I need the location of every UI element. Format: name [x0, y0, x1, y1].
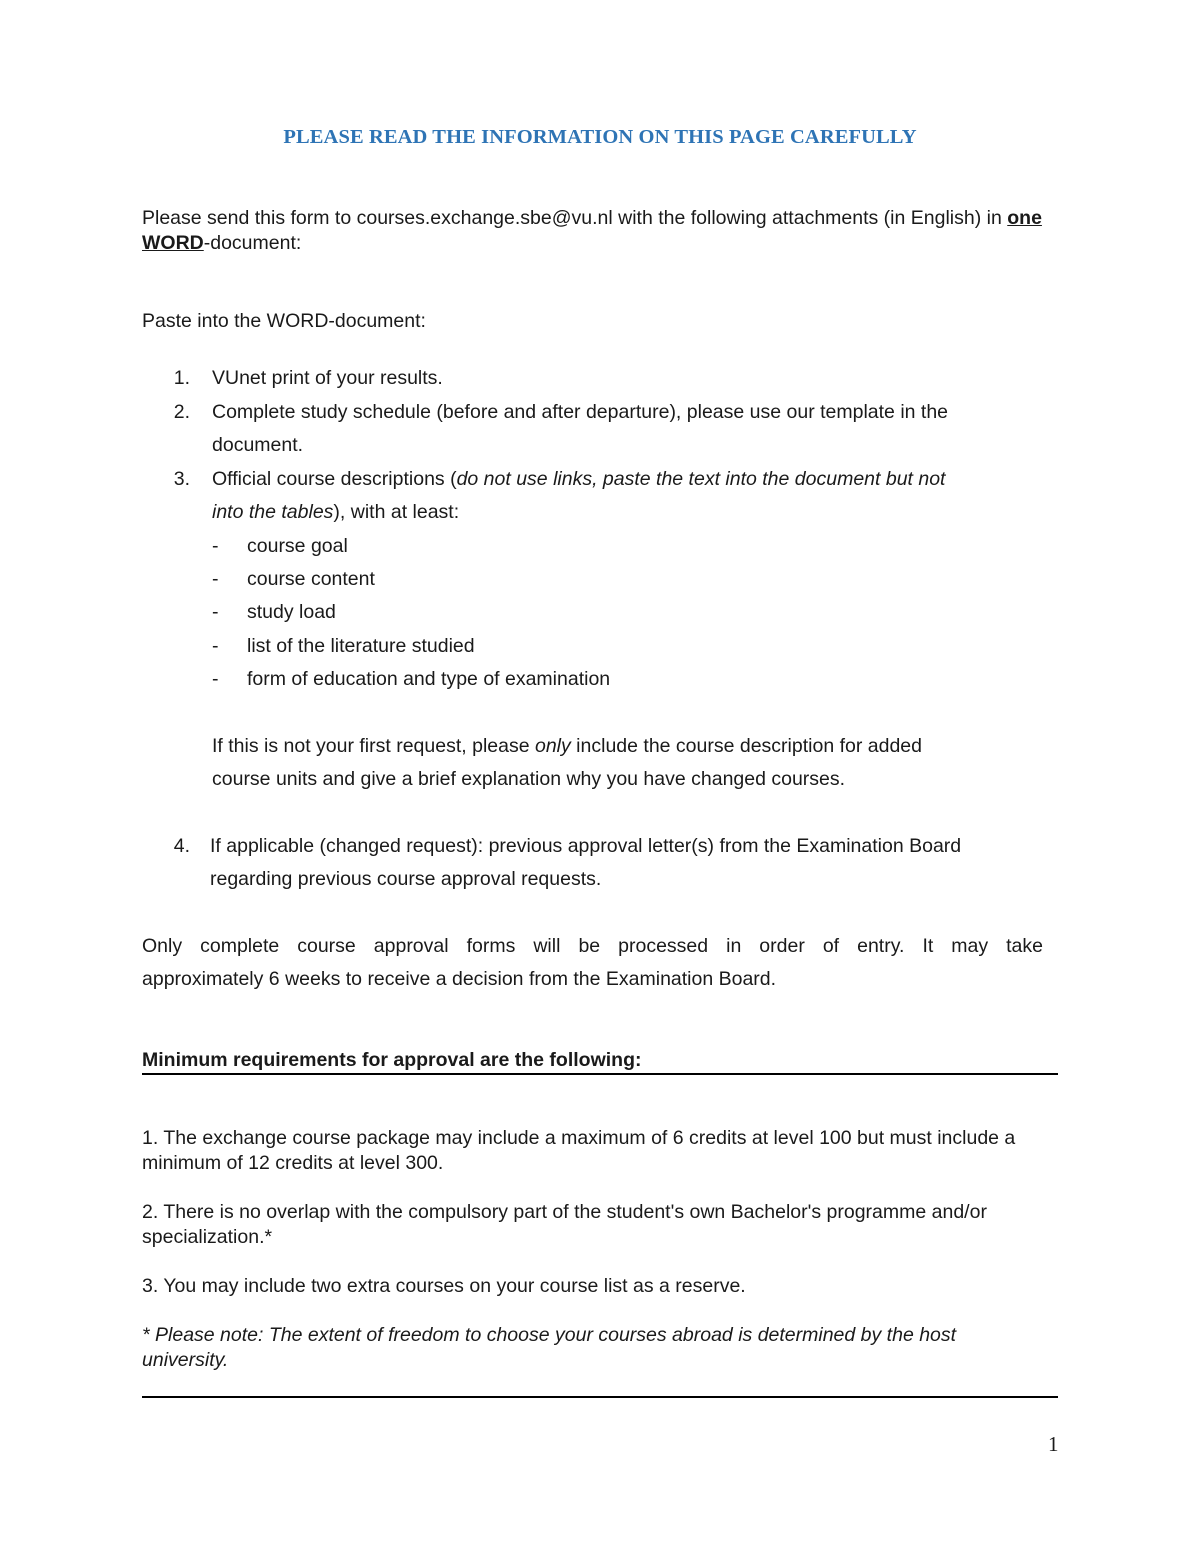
host-university-note: * Please note: The extent of freedom to choose your courses abroad is determined by the host university. — [142, 1324, 957, 1371]
bullet-dash: - — [212, 668, 219, 690]
bottom-rule — [142, 1396, 1058, 1398]
note-italic: only — [534, 735, 571, 757]
list-number-2: 2. — [173, 401, 190, 423]
list-item-3-line-2 — [212, 500, 459, 525]
bullet-dash: - — [212, 635, 219, 657]
note-text: If this is not your first request, please — [212, 735, 535, 757]
page-title: PLEASE READ THE INFORMATION ON THIS PAGE CAREFULLY — [283, 126, 917, 148]
list-item-2-line-1: Complete study schedule (before and after departure), please use our template in the — [212, 401, 949, 423]
processing-line-2: approximately 6 weeks to receive a decision from the Examination Board. — [142, 968, 777, 990]
page-number: 1 — [1048, 1432, 1059, 1456]
list-number-4: 4. — [173, 835, 190, 857]
bullet-dash: - — [212, 601, 219, 623]
list-item-4-line-2: regarding previous course approval requests. — [210, 868, 602, 890]
bullet-item: course content — [247, 568, 375, 590]
item3-text-2: ), with at least: — [333, 501, 460, 523]
requirement-1: 1. The exchange course package may include a maximum of 6 credits at level 100 but must include a minimum of 12 credits at level 300. — [142, 1127, 1016, 1174]
list-item-2-line-2: document. — [212, 434, 304, 456]
requirements-heading: Minimum requirements for approval are the following: — [142, 1049, 642, 1071]
note-text-end: include the course description for added — [570, 735, 922, 757]
item3-italic-text: do not use links, paste the text into the document but not — [456, 468, 946, 490]
heading-rule — [142, 1073, 1058, 1075]
list-item-1: VUnet print of your results. — [212, 367, 443, 389]
item3-note-line-2: course units and give a brief explanation why you have changed courses. — [212, 768, 846, 790]
bullet-item: study load — [247, 601, 336, 623]
list-number-3: 3. — [173, 468, 190, 490]
bullet-item: list of the literature studied — [247, 635, 475, 657]
intro-emphasis: one WORD — [142, 207, 1042, 254]
processing-line-1: Only complete course approval forms will be processed in order of entry. It may take — [142, 935, 1043, 957]
bullet-item: form of education and type of examination — [247, 668, 611, 690]
list-item-4-line-1: If applicable (changed request): previous approval letter(s) from the Examination Board — [210, 835, 962, 857]
requirement-2: 2. There is no overlap with the compulsory part of the student's own Bachelor's programme and/or specialization.* — [142, 1201, 987, 1248]
item3-text: Official course descriptions ( — [212, 468, 457, 490]
bullet-dash: - — [212, 568, 219, 590]
intro-text: Please send this form to courses.exchange.sbe@vu.nl with the following attachments (in English) in — [142, 207, 1008, 229]
item3-italic-text-2: into the tables — [212, 501, 334, 523]
bullet-item: course goal — [247, 535, 348, 557]
requirement-3: 3. You may include two extra courses on your course list as a reserve. — [142, 1275, 746, 1297]
bullet-dash: - — [212, 535, 219, 557]
list-number-1: 1. — [173, 367, 190, 389]
list-item-3-line-1 — [212, 467, 945, 492]
intro-paragraph — [142, 206, 1042, 256]
intro-text-end: -document: — [203, 232, 302, 254]
item3-note-line-1 — [212, 734, 922, 759]
paste-label: Paste into the WORD-document: — [142, 310, 426, 332]
